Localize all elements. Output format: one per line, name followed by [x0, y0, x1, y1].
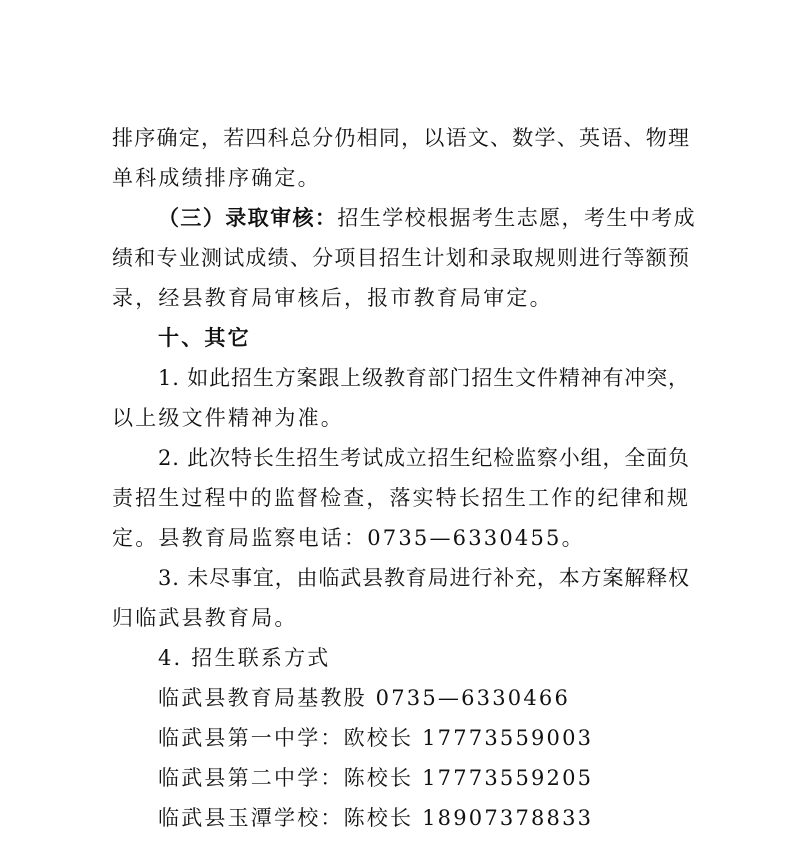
review-line-1-text: 招生学校根据考生志愿，考生中考成: [337, 206, 697, 230]
contact-line: 临武县第二中学：陈校长 17773559205: [158, 766, 594, 790]
item3-line-2: 归临武县教育局。: [112, 606, 298, 630]
item2-line-3: 定。县教育局监察电话：0735—6330455。: [112, 526, 585, 550]
rank-line-2: 单科成绩排序确定。: [112, 166, 321, 190]
review-label: （三）录取审核：: [158, 205, 338, 230]
item1-line-2: 以上级文件精神为准。: [112, 406, 344, 430]
review-paragraph-line-1: [158, 204, 696, 232]
rank-line-1: 排序确定，若四科总分仍相同，以语文、数学、英语、物理: [112, 126, 691, 150]
item2-line-1: 2. 此次特长生招生考试成立招生纪检监察小组，全面负: [158, 446, 690, 470]
section-ten-title: 十、其它: [158, 325, 251, 350]
review-line-3: 录，经县教育局审核后，报市教育局审定。: [112, 286, 553, 310]
contact-line: 临武县玉潭学校：陈校长 18907378833: [158, 806, 594, 830]
review-line-2: 绩和专业测试成绩、分项目招生计划和录取规则进行等额预: [112, 246, 691, 270]
item3-line-1: 3. 未尽事宜，由临武县教育局进行补充，本方案解释权: [158, 566, 690, 590]
item4-title: 4. 招生联系方式: [158, 646, 331, 670]
contact-line: 临武县第一中学：欧校长 17773559003: [158, 726, 594, 750]
contact-line: 临武县教育局基教股 0735—6330466: [158, 686, 571, 710]
item2-line-2: 责招生过程中的监督检查，落实特长招生工作的纪律和规: [112, 486, 690, 510]
item1-line-1: 1. 如此招生方案跟上级教育部门招生文件精神有冲突，: [158, 366, 690, 390]
